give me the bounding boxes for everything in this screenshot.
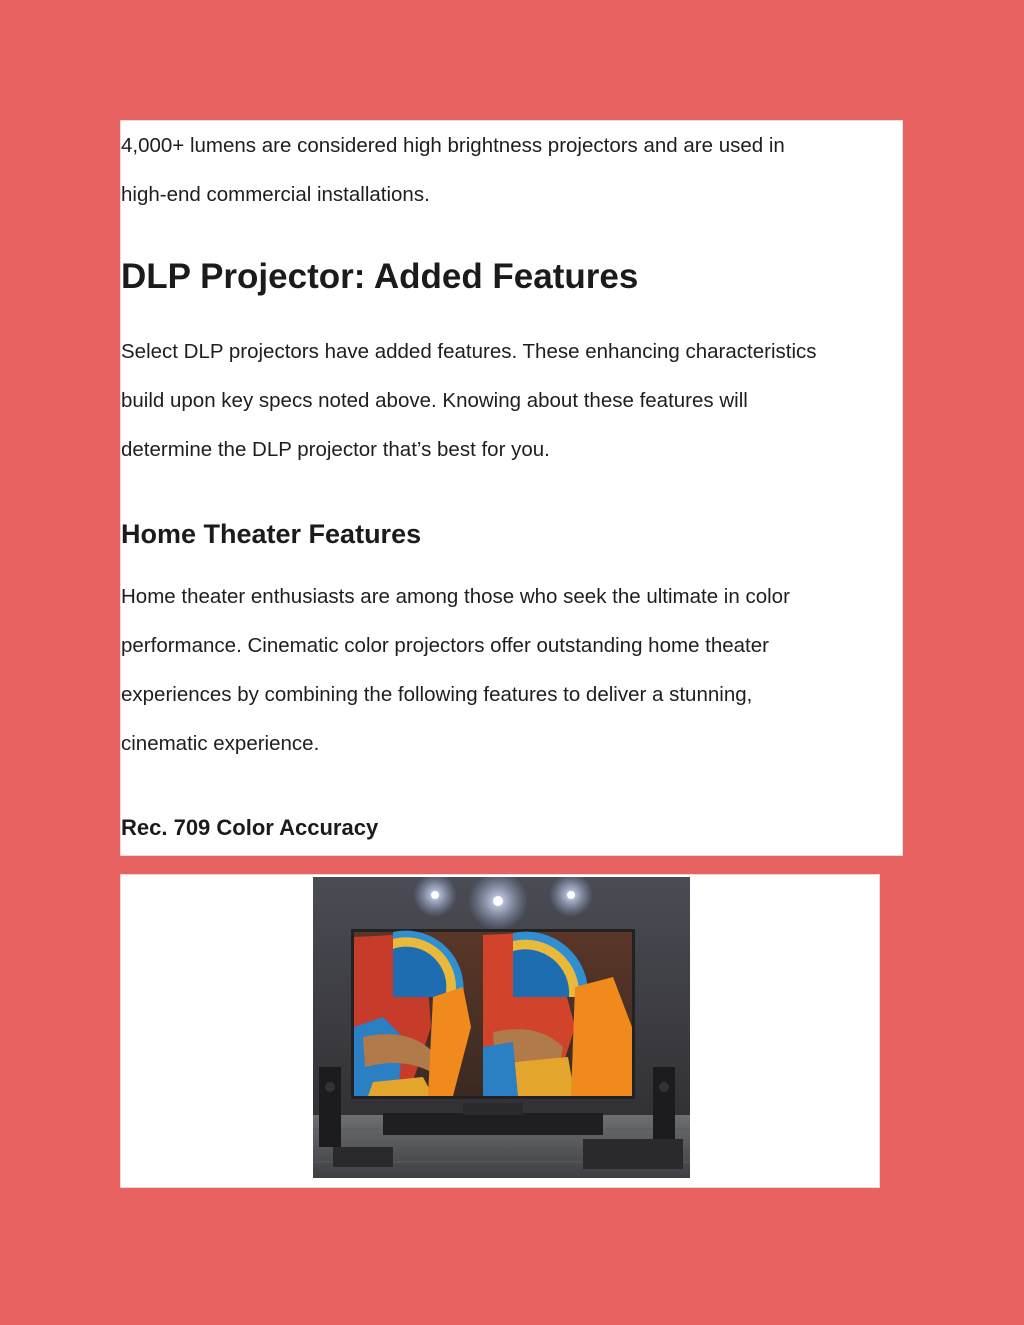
home-theater-line-3: experiences by combining the following features to deliver a stunning, bbox=[121, 683, 753, 706]
heading-rec709: Rec. 709 Color Accuracy bbox=[121, 815, 379, 840]
projector-unit bbox=[463, 1103, 523, 1115]
home-theater-paragraph bbox=[121, 572, 904, 768]
features-line-3: determine the DLP projector that’s best for you. bbox=[121, 438, 550, 461]
features-paragraph bbox=[121, 327, 904, 474]
heading-home-theater: Home Theater Features bbox=[121, 519, 422, 549]
features-line-2: build upon key specs noted above. Knowing about these features will bbox=[121, 389, 748, 412]
home-theater-line-2: performance. Cinematic color projectors offer outstanding home theater bbox=[121, 634, 769, 657]
intro-line-2: high-end commercial installations. bbox=[121, 183, 430, 206]
features-line-1: Select DLP projectors have added features. These enhancing characteristics bbox=[121, 340, 817, 363]
home-theater-line-1: Home theater enthusiasts are among those who seek the ultimate in color bbox=[121, 585, 790, 608]
intro-paragraph bbox=[121, 121, 904, 219]
heading-added-features: DLP Projector: Added Features bbox=[121, 257, 639, 296]
speaker-right bbox=[653, 1067, 675, 1147]
image-panel bbox=[120, 874, 880, 1188]
sofa bbox=[583, 1139, 683, 1169]
text-panel bbox=[120, 120, 903, 856]
home-theater-photo bbox=[313, 877, 690, 1178]
speaker-left bbox=[319, 1067, 341, 1147]
ottoman bbox=[333, 1147, 393, 1167]
home-theater-line-4: cinematic experience. bbox=[121, 732, 320, 755]
media-console bbox=[383, 1113, 603, 1135]
intro-line-1: 4,000+ lumens are considered high brightness projectors and are used in bbox=[121, 134, 785, 157]
